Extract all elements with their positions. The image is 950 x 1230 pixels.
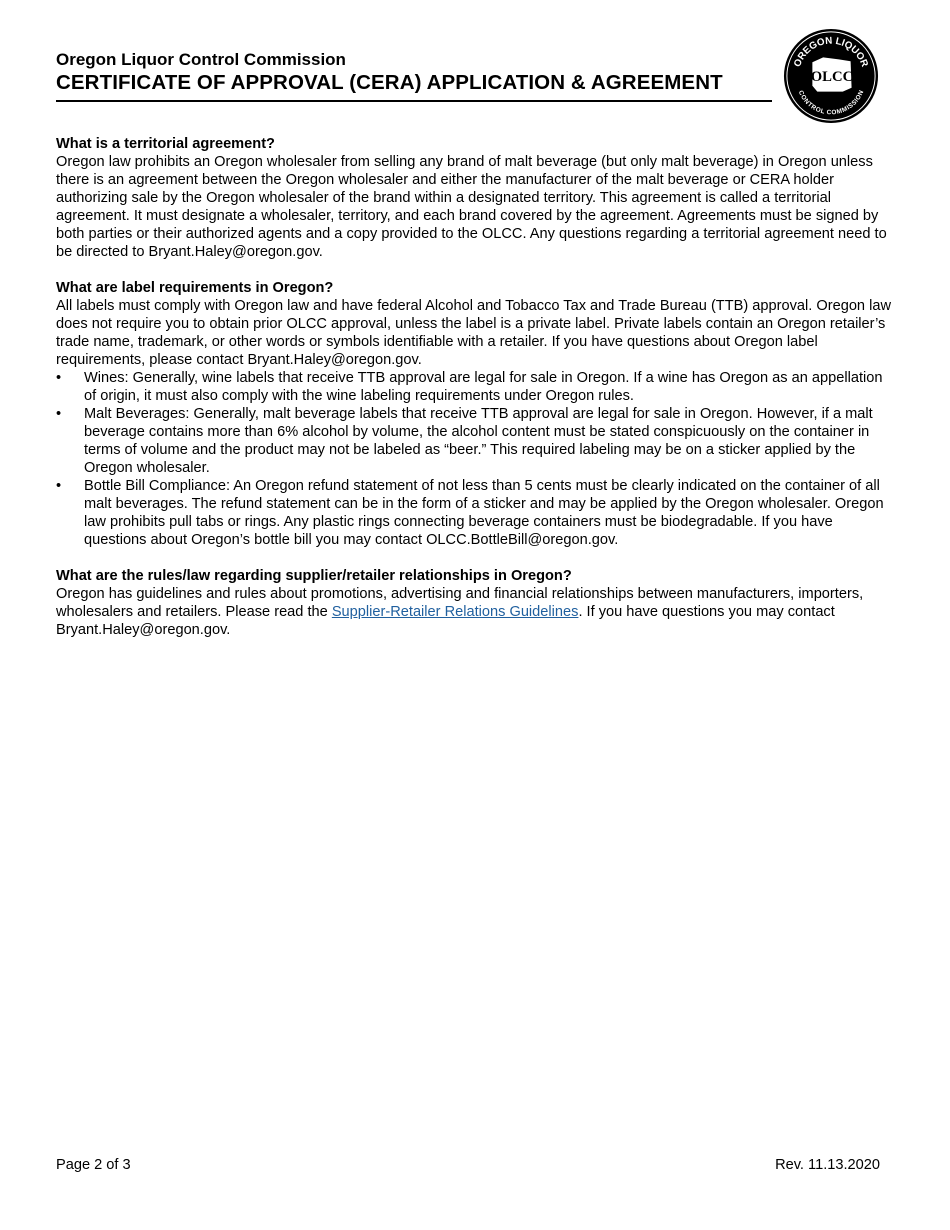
list-item	[56, 369, 898, 405]
header-divider	[56, 100, 772, 102]
logo-arc-top: OREGON LIQUOR	[792, 35, 870, 69]
bullet-icon: •	[56, 478, 62, 494]
revision-date: Rev. 11.13.2020	[775, 1157, 880, 1173]
list-item	[56, 477, 898, 549]
section-territorial-agreement	[56, 135, 898, 261]
section-supplier-retailer	[56, 567, 898, 639]
relationships-heading: What are the rules/law regarding supplier/retailer relationships in Oregon?	[56, 568, 572, 584]
bullet-icon: •	[56, 406, 62, 422]
page-number: Page 2 of 3	[56, 1157, 131, 1173]
relationships-body	[56, 585, 898, 639]
section-label-requirements	[56, 279, 898, 549]
label-bullet-list	[56, 369, 898, 549]
bullet-text-wines: Wines: Generally, wine labels that receive TTB approval are legal for sale in Oregon. If a wine has Oregon as an appellation of origin, it must also comply with the wine labeling requirements under Oregon rules.	[84, 370, 883, 404]
logo-arc-bottom: CONTROL COMMISSION	[796, 89, 866, 117]
olcc-logo	[782, 27, 880, 125]
relationships-text-before: Oregon has guidelines and rules about promotions, advertising and financial relationships between manufacturers, importers, wholesalers and retailers. Please read the	[56, 586, 864, 620]
bullet-text-bottle-bill: Bottle Bill Compliance: An Oregon refund statement of not less than 5 cents must be clearly indicated on the container of all malt beverages. The refund statement can be in the form of a sticker and may be applied by the Oregon wholesaler. Oregon law prohibits pull tabs or rings. Any plastic rings connecting beverage containers must be biodegradable. If you have questions about Oregon’s bottle bill you may contact OLCC.BottleBill@oregon.gov.	[84, 478, 884, 548]
list-item	[56, 405, 898, 477]
document-body	[56, 135, 898, 657]
relationships-text-after: . If you have questions you may contact Bryant.Haley@oregon.gov.	[56, 604, 835, 638]
organization-name: Oregon Liquor Control Commission	[56, 50, 346, 69]
supplier-retailer-guidelines-link[interactable]: Supplier-Retailer Relations Guidelines	[331, 604, 579, 620]
document-header	[56, 50, 772, 95]
bullet-icon: •	[56, 370, 62, 386]
bullet-text-malt-beverages: Malt Beverages: Generally, malt beverage labels that receive TTB approval are legal for sale in Oregon. However, if a malt beverage contains more than 6% alcohol by volume, the alcohol content must be stated conspicuously on the container in terms of volume and the product may not be labeled as “beer.” This required labeling may be on a sticker applied by the Oregon wholesaler.	[84, 406, 873, 476]
labels-body: All labels must comply with Oregon law and have federal Alcohol and Tobacco Tax and Trade Bureau (TTB) approval. Oregon law does not require you to obtain prior OLCC approval, unless the label is a private label. Private labels contain an Oregon retailer’s trade name, trademark, or other words or symbols identifiable with a retailer. If you have questions about Oregon label requirements, please contact Bryant.Haley@oregon.gov.	[56, 298, 891, 368]
territorial-body: Oregon law prohibits an Oregon wholesaler from selling any brand of malt beverage (but only malt beverage) in Oregon unless there is an agreement between the Oregon wholesaler and either the manufacturer of the malt beverage or CERA holder authorizing sale by the Oregon wholesaler of the brand within a designated territory. This agreement is called a territorial agreement. It must designate a wholesaler, territory, and each brand covered by the agreement. Agreements must be signed by both parties or their authorized agents and a copy provided to the OLCC. Any questions regarding a territorial agreement need to be directed to Bryant.Haley@oregon.gov.	[56, 154, 887, 260]
logo-center-text: OLCC	[810, 68, 854, 85]
document-title: CERTIFICATE OF APPROVAL (CERA) APPLICATION & AGREEMENT	[56, 71, 723, 94]
territorial-heading: What is a territorial agreement?	[56, 136, 275, 152]
labels-heading: What are label requirements in Oregon?	[56, 280, 334, 296]
